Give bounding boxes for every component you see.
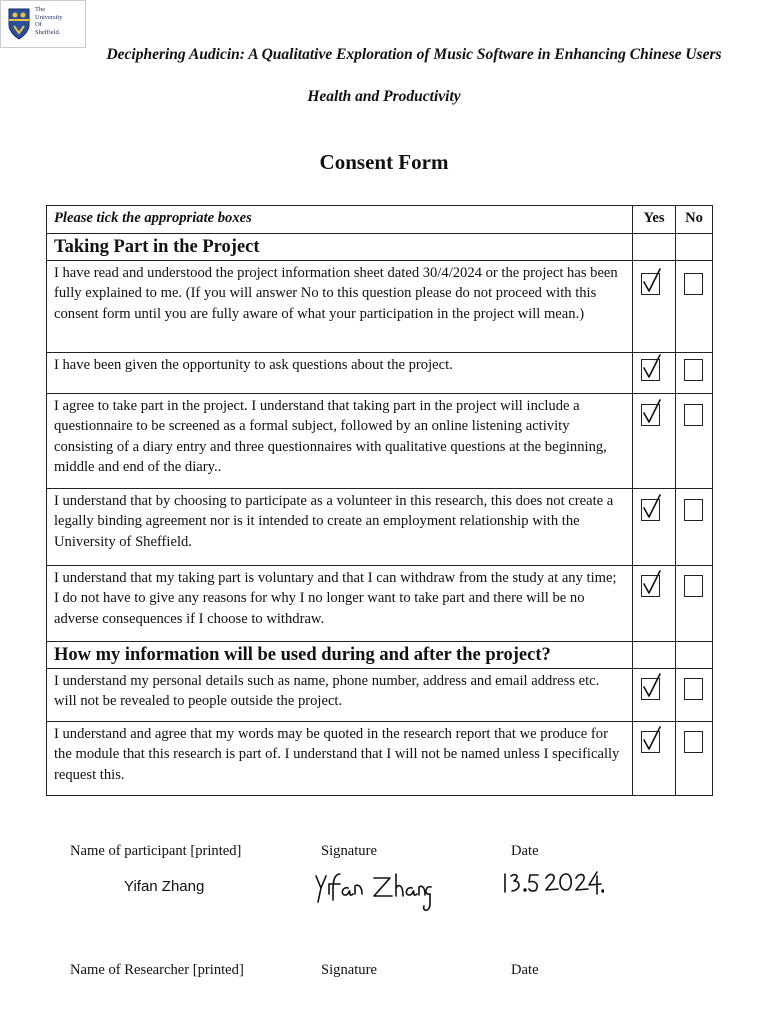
consent-statement-row: [47, 668, 713, 721]
checkmark-icon: [641, 673, 663, 699]
consent-statement-row: [47, 352, 713, 393]
no-cell: [676, 260, 713, 352]
consent-statement-row: [47, 721, 713, 795]
yes-cell: [633, 260, 676, 352]
section-header-row: [47, 641, 713, 668]
yes-checkbox[interactable]: [641, 273, 660, 295]
university-logo: [0, 0, 86, 48]
yes-cell: [633, 488, 676, 565]
consent-statement-row: [47, 488, 713, 565]
yes-cell: [633, 565, 676, 641]
participant-name-label: Name of participant [printed]: [70, 843, 242, 859]
checkmark-icon: [641, 494, 663, 520]
section-yes-cell: [633, 233, 676, 260]
no-cell: [676, 721, 713, 795]
section-title: How my information will be used during and after the project?: [47, 641, 633, 668]
section-no-cell: [676, 233, 713, 260]
consent-statement-row: [47, 260, 713, 352]
yes-column-header: Yes: [633, 206, 676, 234]
checkmark-icon: [641, 726, 663, 752]
project-title-line-1: Deciphering Audicin: A Qualitative Exploration of Music Software in Enhancing Chinese Users: [106, 46, 722, 63]
participant-name-value: Yifan Zhang: [124, 878, 205, 895]
consent-statement-row: [47, 393, 713, 488]
yes-cell: [633, 352, 676, 393]
participant-signature-drawing: [312, 868, 432, 914]
yes-checkbox[interactable]: [641, 678, 660, 700]
no-checkbox[interactable]: [684, 731, 703, 753]
instruction-header: Please tick the appropriate boxes: [47, 206, 633, 234]
participant-date-label: Date: [511, 843, 539, 859]
yes-checkbox[interactable]: [641, 359, 660, 381]
yes-cell: [633, 721, 676, 795]
form-heading: Consent Form: [319, 150, 449, 174]
researcher-name-label: Name of Researcher [printed]: [70, 962, 244, 978]
university-wordmark: The University Of Sheffield.: [35, 6, 63, 36]
consent-statement-text: I agree to take part in the project. I understand that taking part in the project will include a questionnaire to be screened as a formal subject, followed by an online listening activity consisting of a diary entry and three questionnaires with qualitative questions at the beginning, middle and end of the diary..: [47, 393, 633, 488]
project-title-line-2: Health and Productivity: [307, 88, 461, 105]
researcher-date-label: Date: [511, 962, 539, 978]
no-cell: [676, 668, 713, 721]
yes-cell: [633, 668, 676, 721]
yes-checkbox[interactable]: [641, 575, 660, 597]
section-title: Taking Part in the Project: [47, 233, 633, 260]
no-checkbox[interactable]: [684, 273, 703, 295]
no-checkbox[interactable]: [684, 678, 703, 700]
table-header-row: [47, 206, 713, 234]
consent-statement-text: I understand that my taking part is voluntary and that I can withdraw from the study at any time; I do not have to give any reasons for why I no longer want to take part and there will be no adverse consequences if I choose to withdraw.: [47, 565, 633, 641]
yes-checkbox[interactable]: [641, 499, 660, 521]
university-crest-icon: [7, 7, 31, 41]
checkmark-icon: [641, 399, 663, 425]
researcher-signature-label: Signature: [321, 962, 377, 978]
consent-statement-text: I understand and agree that my words may be quoted in the research report that we produce for the module that this research is part of. I understand that I will not be named unless I specifically request this.: [47, 721, 633, 795]
yes-checkbox[interactable]: [641, 731, 660, 753]
yes-checkbox[interactable]: [641, 404, 660, 426]
participant-signature-label: Signature: [321, 843, 377, 859]
consent-statement-text: I have read and understood the project information sheet dated 30/4/2024 or the project has been fully explained to me. (If you will answer No to this question please do not proceed with this consent form until you are fully aware of what your participation in the project will mean.): [47, 260, 633, 352]
no-checkbox[interactable]: [684, 404, 703, 426]
participant-date-drawing: [500, 868, 604, 902]
checkmark-icon: [641, 354, 663, 380]
no-cell: [676, 393, 713, 488]
consent-statement-text: I have been given the opportunity to ask questions about the project.: [47, 352, 633, 393]
consent-statement-text: I understand my personal details such as name, phone number, address and email address etc. will not be revealed to people outside the project.: [47, 668, 633, 721]
consent-statement-text: I understand that by choosing to participate as a volunteer in this research, this does not create a legally binding agreement nor is it intended to create an employment relationship with the University of Sheffield.: [47, 488, 633, 565]
yes-cell: [633, 393, 676, 488]
no-column-header: No: [676, 206, 713, 234]
checkmark-icon: [641, 570, 663, 596]
no-cell: [676, 488, 713, 565]
no-checkbox[interactable]: [684, 499, 703, 521]
consent-table: [46, 205, 713, 796]
checkmark-icon: [641, 268, 663, 294]
no-checkbox[interactable]: [684, 575, 703, 597]
section-yes-cell: [633, 641, 676, 668]
section-no-cell: [676, 641, 713, 668]
consent-statement-row: [47, 565, 713, 641]
section-header-row: [47, 233, 713, 260]
no-cell: [676, 565, 713, 641]
no-cell: [676, 352, 713, 393]
no-checkbox[interactable]: [684, 359, 703, 381]
